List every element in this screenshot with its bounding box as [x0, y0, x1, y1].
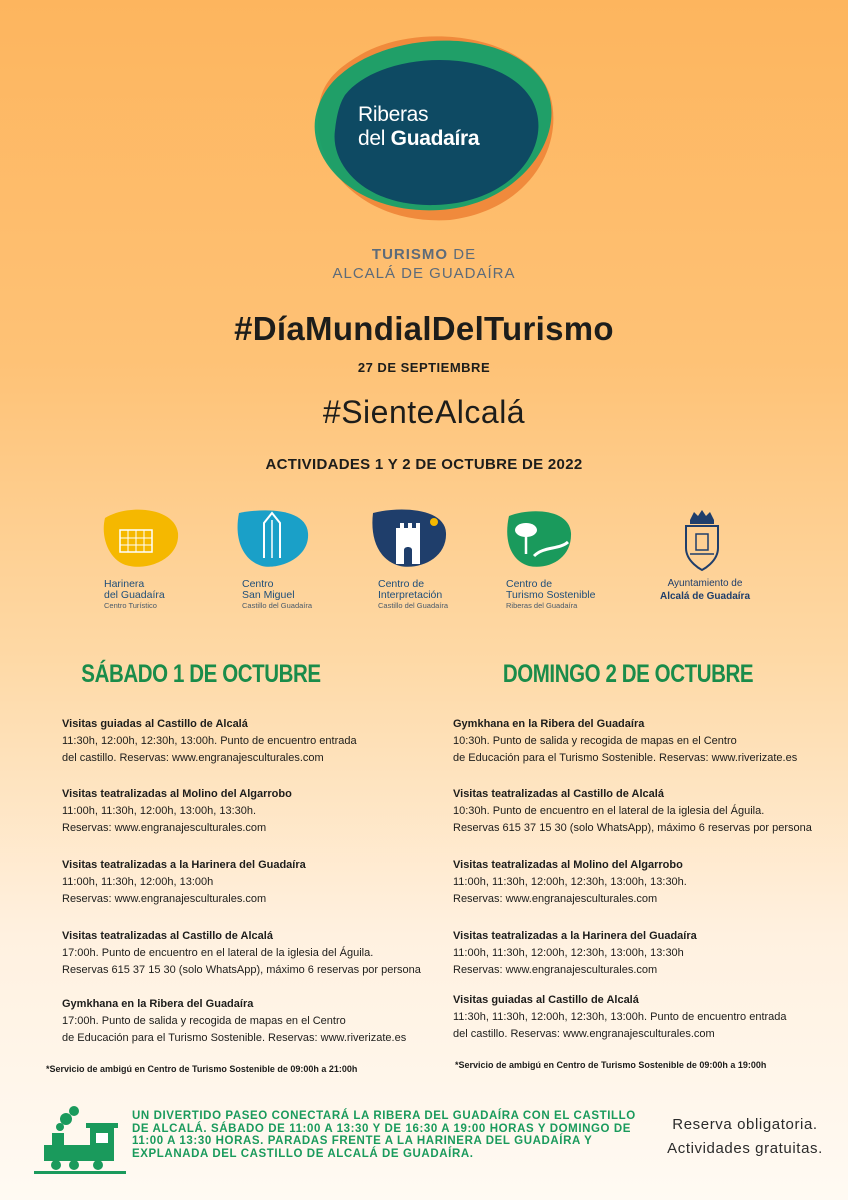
event-line: 11:30h, 11:30h, 12:00h, 12:30h, 13:00h. Punto de encuentro entrada	[453, 1011, 787, 1023]
saturday-event	[62, 857, 442, 908]
event-line: Reservas 615 37 15 30 (solo WhatsApp), máximo 6 reservas por persona	[453, 822, 812, 834]
event-line: Reservas 615 37 15 30 (solo WhatsApp), máximo 6 reservas por persona	[62, 964, 421, 976]
event-line: Reservas: www.engranajesculturales.com	[62, 893, 267, 905]
train-description: UN DIVERTIDO PASEO CONECTARÁ LA RIBERA DEL GUADAÍRA CON EL CASTILLO DE ALCALÁ. SÁBADO DE 11:00 A 13:30 Y DE 16:30 A 19:00 HORAS Y DOMINGO DE 11:00 A 13:30 HORAS. PARADAS FRENTE A LA HARINERA DEL GUADAÍRA Y EXPLANADA DEL CASTILLO DE ALCALÁ DE GUADAÍRA.	[132, 1110, 636, 1160]
san-miguel-icon	[234, 508, 310, 570]
event-line: 10:30h. Punto de salida y recogida de mapas en el Centro	[453, 735, 737, 747]
crest-icon	[682, 508, 722, 572]
partner-harinera-line1: Harinera	[104, 578, 145, 590]
logo-line1: Riberas	[358, 103, 429, 126]
reserva-info	[660, 1113, 830, 1161]
partner-turismo-sostenible-label	[506, 579, 624, 611]
event-title: Gymkhana en la Ribera del Guadaíra	[62, 998, 254, 1010]
partner-harinera-line2: del Guadaíra	[104, 589, 165, 601]
reserva-line1: Reserva obligatoria.	[672, 1116, 818, 1133]
partner-turismo-sostenible-line1: Centro de	[506, 578, 553, 590]
event-title: Visitas teatralizadas al Molino del Algarrobo	[453, 859, 683, 871]
event-title: Gymkhana en la Ribera del Guadaíra	[453, 718, 645, 730]
partner-interpretacion-label	[378, 579, 490, 611]
logo-line2	[358, 127, 518, 151]
event-line: de Educación para el Turismo Sostenible. Reservas: www.riverizate.es	[62, 1032, 407, 1044]
partner-turismo-sostenible	[504, 508, 624, 611]
partner-harinera-label	[104, 579, 220, 611]
hashtag-dia-mundial: #DíaMundialDelTurismo	[234, 310, 614, 347]
partner-harinera-sub: Centro Turístico	[104, 601, 157, 610]
partner-san-miguel-label	[242, 579, 354, 611]
event-title: Visitas guiadas al Castillo de Alcalá	[62, 718, 248, 730]
partner-ayuntamiento-line1: Ayuntamiento de	[667, 578, 743, 589]
partner-san-miguel	[234, 508, 354, 611]
event-line: Reservas: www.engranajesculturales.com	[453, 964, 658, 976]
event-line: 10:30h. Punto de encuentro en el lateral de la iglesia del Águila.	[453, 805, 765, 817]
partner-ayuntamiento-line2: Alcalá de Guadaíra	[659, 591, 751, 602]
event-title: Visitas teatralizadas a la Harinera del Guadaíra	[62, 859, 306, 871]
event-title: Visitas teatralizadas a la Harinera del Guadaíra	[453, 930, 697, 942]
saturday-event	[62, 786, 442, 837]
sunday-heading: DOMINGO 2 DE OCTUBRE	[502, 660, 754, 688]
turismo-rest: DE	[448, 246, 477, 263]
partner-interpretacion-sub: Castillo del Guadaíra	[378, 601, 449, 610]
event-title: Visitas teatralizadas al Molino del Algarrobo	[62, 788, 292, 800]
date-label: 27 DE SEPTIEMBRE	[357, 360, 491, 375]
partner-harinera	[100, 508, 220, 611]
reserva-line2: Actividades gratuitas.	[667, 1140, 823, 1157]
hashtag-siente-alcala: #SienteAlcalá	[322, 394, 526, 430]
logo-line2-b: Guadaíra	[390, 127, 480, 150]
saturday-event	[62, 716, 442, 767]
event-line: 11:00h, 11:30h, 12:00h, 12:30h, 13:00h, 13:30h	[453, 947, 684, 959]
logo-line2-a: del	[358, 127, 391, 150]
sunday-event	[453, 857, 833, 908]
event-line: Reservas: www.engranajesculturales.com	[62, 822, 267, 834]
turismo-bold: TURISMO	[371, 246, 449, 263]
partner-interpretacion	[370, 508, 490, 611]
castle-icon	[370, 508, 448, 570]
partner-san-miguel-sub: Castillo del Guadaíra	[242, 601, 313, 610]
saturday-heading: SÁBADO 1 DE OCTUBRE	[81, 660, 321, 688]
event-line: 11:00h, 11:30h, 12:00h, 13:00h	[62, 876, 214, 888]
event-line: del castillo. Reservas: www.engranajesculturales.com	[62, 752, 324, 764]
sunday-note: *Servicio de ambigú en Centro de Turismo Sostenible de 09:00h a 19:00h	[455, 1060, 767, 1070]
event-line: 11:30h, 12:00h, 12:30h, 13:00h. Punto de encuentro entrada	[62, 735, 357, 747]
event-line: Reservas: www.engranajesculturales.com	[453, 893, 658, 905]
partner-ayuntamiento	[640, 508, 770, 603]
event-line: 11:00h, 11:30h, 12:00h, 13:00h, 13:30h.	[62, 805, 257, 817]
sunday-event	[453, 928, 833, 979]
partner-turismo-sostenible-line2: Turismo Sostenible	[506, 589, 596, 601]
tree-icon	[504, 508, 574, 570]
event-title: Visitas teatralizadas al Castillo de Alcalá	[453, 788, 664, 800]
event-line: 17:00h. Punto de encuentro en el lateral de la iglesia del Águila.	[62, 947, 374, 959]
partner-interpretacion-line2: Interpretación	[378, 589, 443, 601]
partner-ayuntamiento-label	[640, 577, 770, 603]
event-line: 11:00h, 11:30h, 12:00h, 12:30h, 13:00h, 13:30h.	[453, 876, 687, 888]
sunday-event	[453, 786, 833, 837]
saturday-note: *Servicio de ambigú en Centro de Turismo Sostenible de 09:00h a 21:00h	[46, 1064, 358, 1074]
event-line: del castillo. Reservas: www.engranajesculturales.com	[453, 1028, 715, 1040]
partner-san-miguel-line1: Centro	[242, 578, 274, 590]
logo-text	[358, 103, 518, 151]
turismo-line2: ALCALÁ DE GUADAÍRA	[332, 265, 516, 282]
event-title: Visitas teatralizadas al Castillo de Alcalá	[62, 930, 273, 942]
sunday-event	[453, 992, 833, 1043]
partner-interpretacion-line1: Centro de	[378, 578, 425, 590]
event-title: Visitas guiadas al Castillo de Alcalá	[453, 994, 639, 1006]
saturday-event	[62, 928, 442, 979]
turismo-line1	[300, 246, 548, 263]
train-icon	[34, 1105, 126, 1180]
event-line: 17:00h. Punto de salida y recogida de mapas en el Centro	[62, 1015, 346, 1027]
saturday-event	[62, 996, 442, 1047]
partner-san-miguel-line2: San Miguel	[242, 589, 295, 601]
sunday-event	[453, 716, 833, 767]
event-line: de Educación para el Turismo Sostenible. Reservas: www.riverizate.es	[453, 752, 798, 764]
partner-turismo-sostenible-sub: Riberas del Guadaíra	[506, 601, 578, 610]
activities-title: ACTIVIDADES 1 Y 2 DE OCTUBRE DE 2022	[265, 456, 583, 473]
harinera-icon	[100, 508, 182, 570]
